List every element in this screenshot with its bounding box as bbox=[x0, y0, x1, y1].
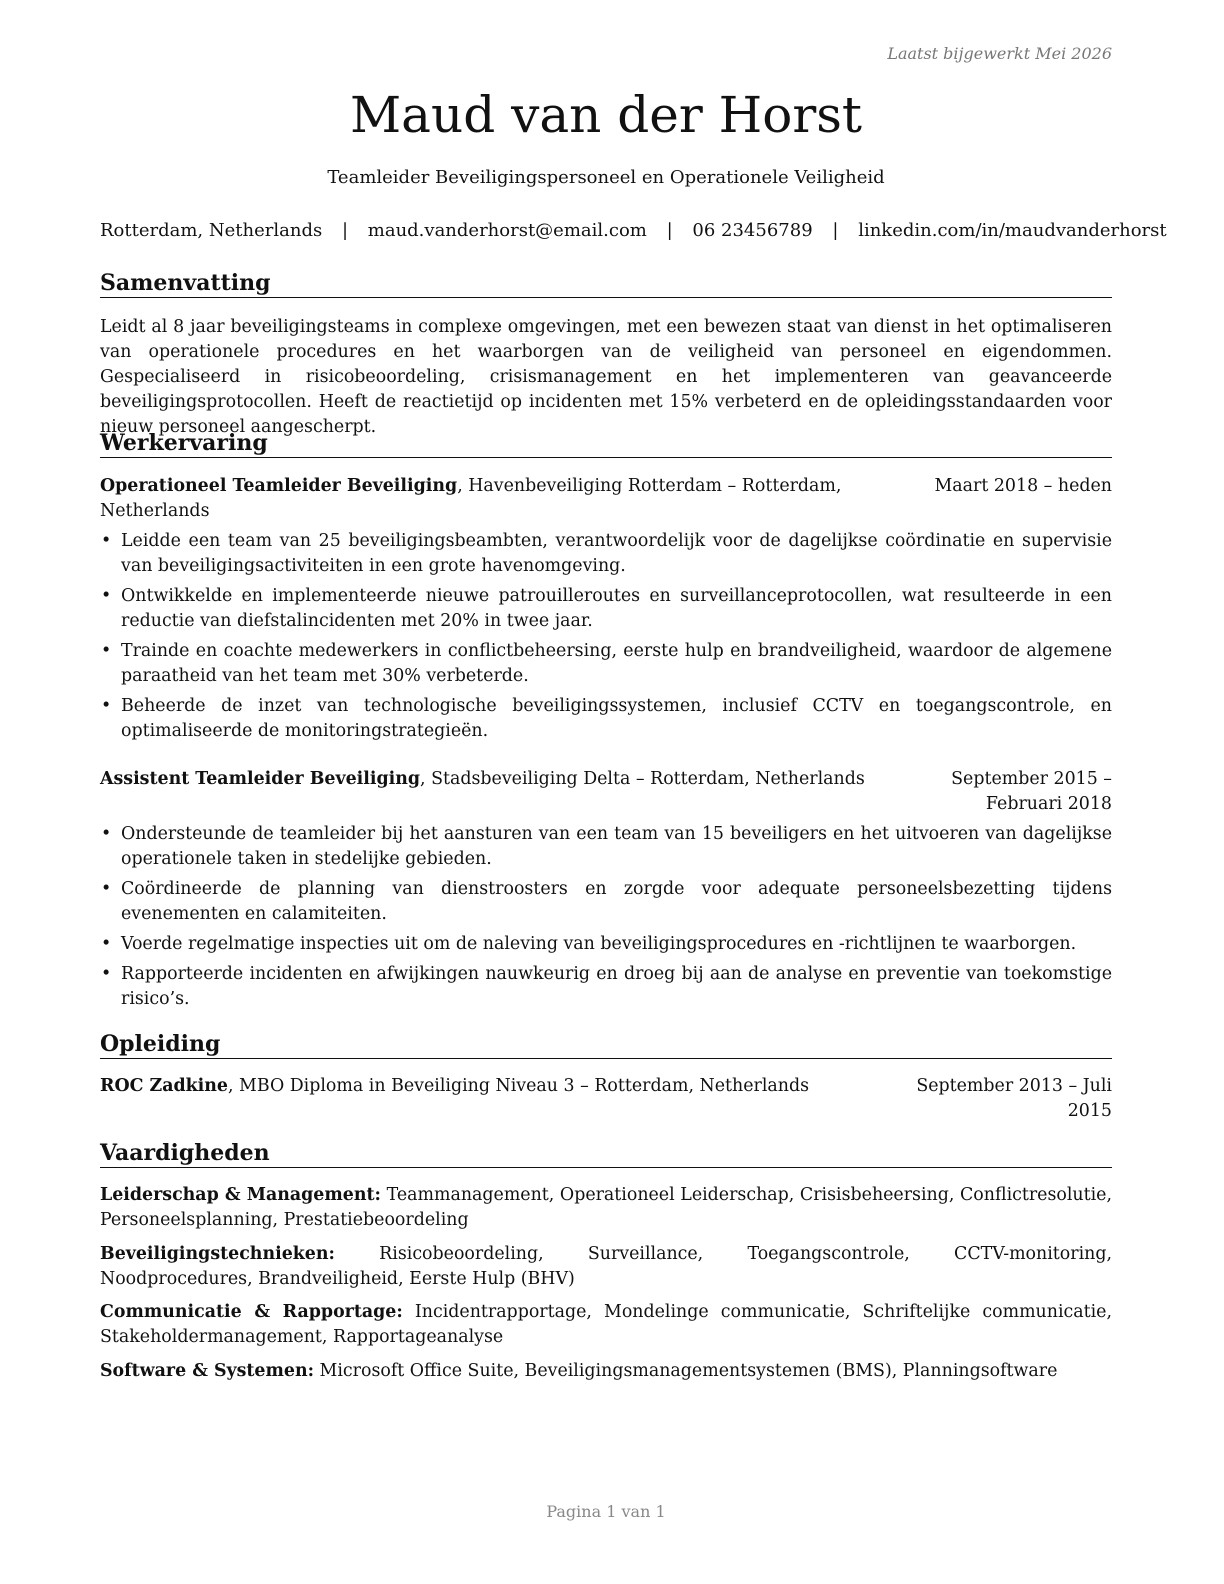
skill-group-label: Communicatie & Rapportage: bbox=[100, 1302, 403, 1322]
last-updated: Laatst bijgewerkt Mei 2026 bbox=[887, 44, 1112, 63]
skill-group-label: Software & Systemen: bbox=[100, 1361, 315, 1381]
page-number: Pagina 1 van 1 bbox=[546, 1502, 666, 1521]
job-role: Operationeel Teamleider Beveiliging bbox=[100, 476, 458, 496]
job-header bbox=[100, 767, 1112, 817]
section-heading-summary: Samenvatting bbox=[100, 270, 1112, 298]
section-heading-education: Opleiding bbox=[100, 1031, 1112, 1059]
job-dates: Maart 2018 – heden bbox=[934, 476, 1112, 496]
contact-email[interactable]: maud.vanderhorst@email.com bbox=[367, 220, 647, 241]
education-dates: September 2013 – Juli 2015 bbox=[916, 1076, 1112, 1121]
skill-group-items: Microsoft Office Suite, Beveiligingsmanagementsystemen (BMS), Planningsoftware bbox=[314, 1361, 1058, 1381]
contact-separator: | bbox=[666, 220, 673, 241]
education-entry bbox=[100, 1074, 1112, 1124]
job-bullet: • Coördineerde de planning van dienstroosters en zorgde voor adequate personeelsbezetting tijdens evenementen en calamiteiten. bbox=[100, 877, 1112, 927]
skill-group-items: Risicobeoordeling, Surveillance, Toegangscontrole, CCTV-monitoring, Noodprocedures, Brandveiligheid, Eerste Hulp (BHV) bbox=[100, 1244, 1112, 1289]
skill-group bbox=[100, 1242, 1112, 1292]
skill-group bbox=[100, 1183, 1112, 1233]
education-detail: , MBO Diploma in Beveiliging Niveau 3 – Rotterdam, Netherlands bbox=[227, 1076, 809, 1096]
job-title-line bbox=[100, 767, 874, 817]
skill-group-label: Leiderschap & Management: bbox=[100, 1185, 381, 1205]
job-bullet: • Ondersteunde de teamleider bij het aansturen van een team van 15 beveiligers en het uitvoeren van dagelijkse operationele taken in stedelijke gebieden. bbox=[100, 822, 1112, 872]
contact-phone[interactable]: 06 23456789 bbox=[692, 220, 813, 241]
job-bullet: • Trainde en coachte medewerkers in conflictbeheersing, eerste hulp en brandveiligheid, waardoor de algemene paraatheid van het team met 30% verbeterde. bbox=[100, 639, 1112, 689]
education-title-line bbox=[100, 1074, 874, 1124]
section-heading-experience: Werkervaring bbox=[100, 430, 1112, 458]
contact-separator: | bbox=[341, 220, 349, 241]
job-role: Assistent Teamleider Beveiliging bbox=[100, 769, 421, 789]
section-heading-skills: Vaardigheden bbox=[100, 1140, 1112, 1168]
skill-group-items: Teammanagement, Operationeel Leiderschap, Crisisbeheersing, Conflictresolutie, Personeelsplanning, Prestatiebeoordeling bbox=[100, 1185, 1112, 1230]
contact-separator: | bbox=[832, 220, 839, 241]
job-organization: , Stadsbeveiliging Delta – Rotterdam, Netherlands bbox=[420, 769, 865, 789]
job-bullets bbox=[100, 822, 1112, 1017]
skill-group-label: Beveiligingstechnieken: bbox=[100, 1244, 335, 1264]
job-header bbox=[100, 474, 1112, 524]
summary-text: Leidt al 8 jaar beveiligingsteams in complexe omgevingen, met een bewezen staat van dienst in het optimaliseren van operationele procedures en het waarborgen van de veiligheid van personeel en eigendommen. Gespecialiseerd in risicobeoordeling, crisismanagement en het implementeren van geavanceerde beveiligingsprotocollen. Heeft de reactietijd op incidenten met 15% verbeterd en de opleidingsstandaarden voor nieuw personeel aangescherpt. bbox=[100, 317, 1112, 437]
job-bullet: • Voerde regelmatige inspecties uit om de naleving van beveiligingsprocedures en -richtlijnen te waarborgen. bbox=[100, 932, 1112, 957]
job-bullet: • Ontwikkelde en implementeerde nieuwe patrouilleroutes en surveillanceprotocollen, wat resulteerde in een reductie van diefstalincidenten met 20% in twee jaar. bbox=[100, 584, 1112, 634]
education-school: ROC Zadkine bbox=[100, 1076, 228, 1096]
job-bullet: • Beheerde de inzet van technologische beveiligingssystemen, inclusief CCTV en toegangscontrole, en optimaliseerde de monitoringstrategieën. bbox=[100, 694, 1112, 744]
contact-line bbox=[100, 220, 1167, 241]
skill-group bbox=[100, 1300, 1112, 1350]
job-bullet: • Rapporteerde incidenten en afwijkingen nauwkeurig en droeg bij aan de analyse en preventie van toekomstige risico’s. bbox=[100, 962, 1112, 1012]
contact-linkedin[interactable]: linkedin.com/in/maudvanderhorst bbox=[858, 220, 1167, 241]
contact-location: Rotterdam, Netherlands bbox=[100, 220, 323, 241]
job-bullets bbox=[100, 529, 1112, 749]
skill-group bbox=[100, 1359, 1112, 1384]
skill-group-items: Incidentrapportage, Mondelinge communicatie, Schriftelijke communicatie, Stakeholdermanagement, Rapportageanalyse bbox=[100, 1302, 1112, 1347]
job-dates: September 2015 – Februari 2018 bbox=[951, 769, 1112, 814]
job-organization: , Havenbeveiliging Rotterdam – Rotterdam, Netherlands bbox=[100, 476, 842, 521]
candidate-headline: Teamleider Beveiligingspersoneel en Operationele Veiligheid bbox=[327, 167, 885, 188]
job-title-line bbox=[100, 474, 874, 524]
job-bullet: • Leidde een team van 25 beveiligingsbeambten, verantwoordelijk voor de dagelijkse coördinatie en supervisie van beveiligingsactiviteiten in een grote havenomgeving. bbox=[100, 529, 1112, 579]
candidate-name: Maud van der Horst bbox=[349, 86, 862, 144]
